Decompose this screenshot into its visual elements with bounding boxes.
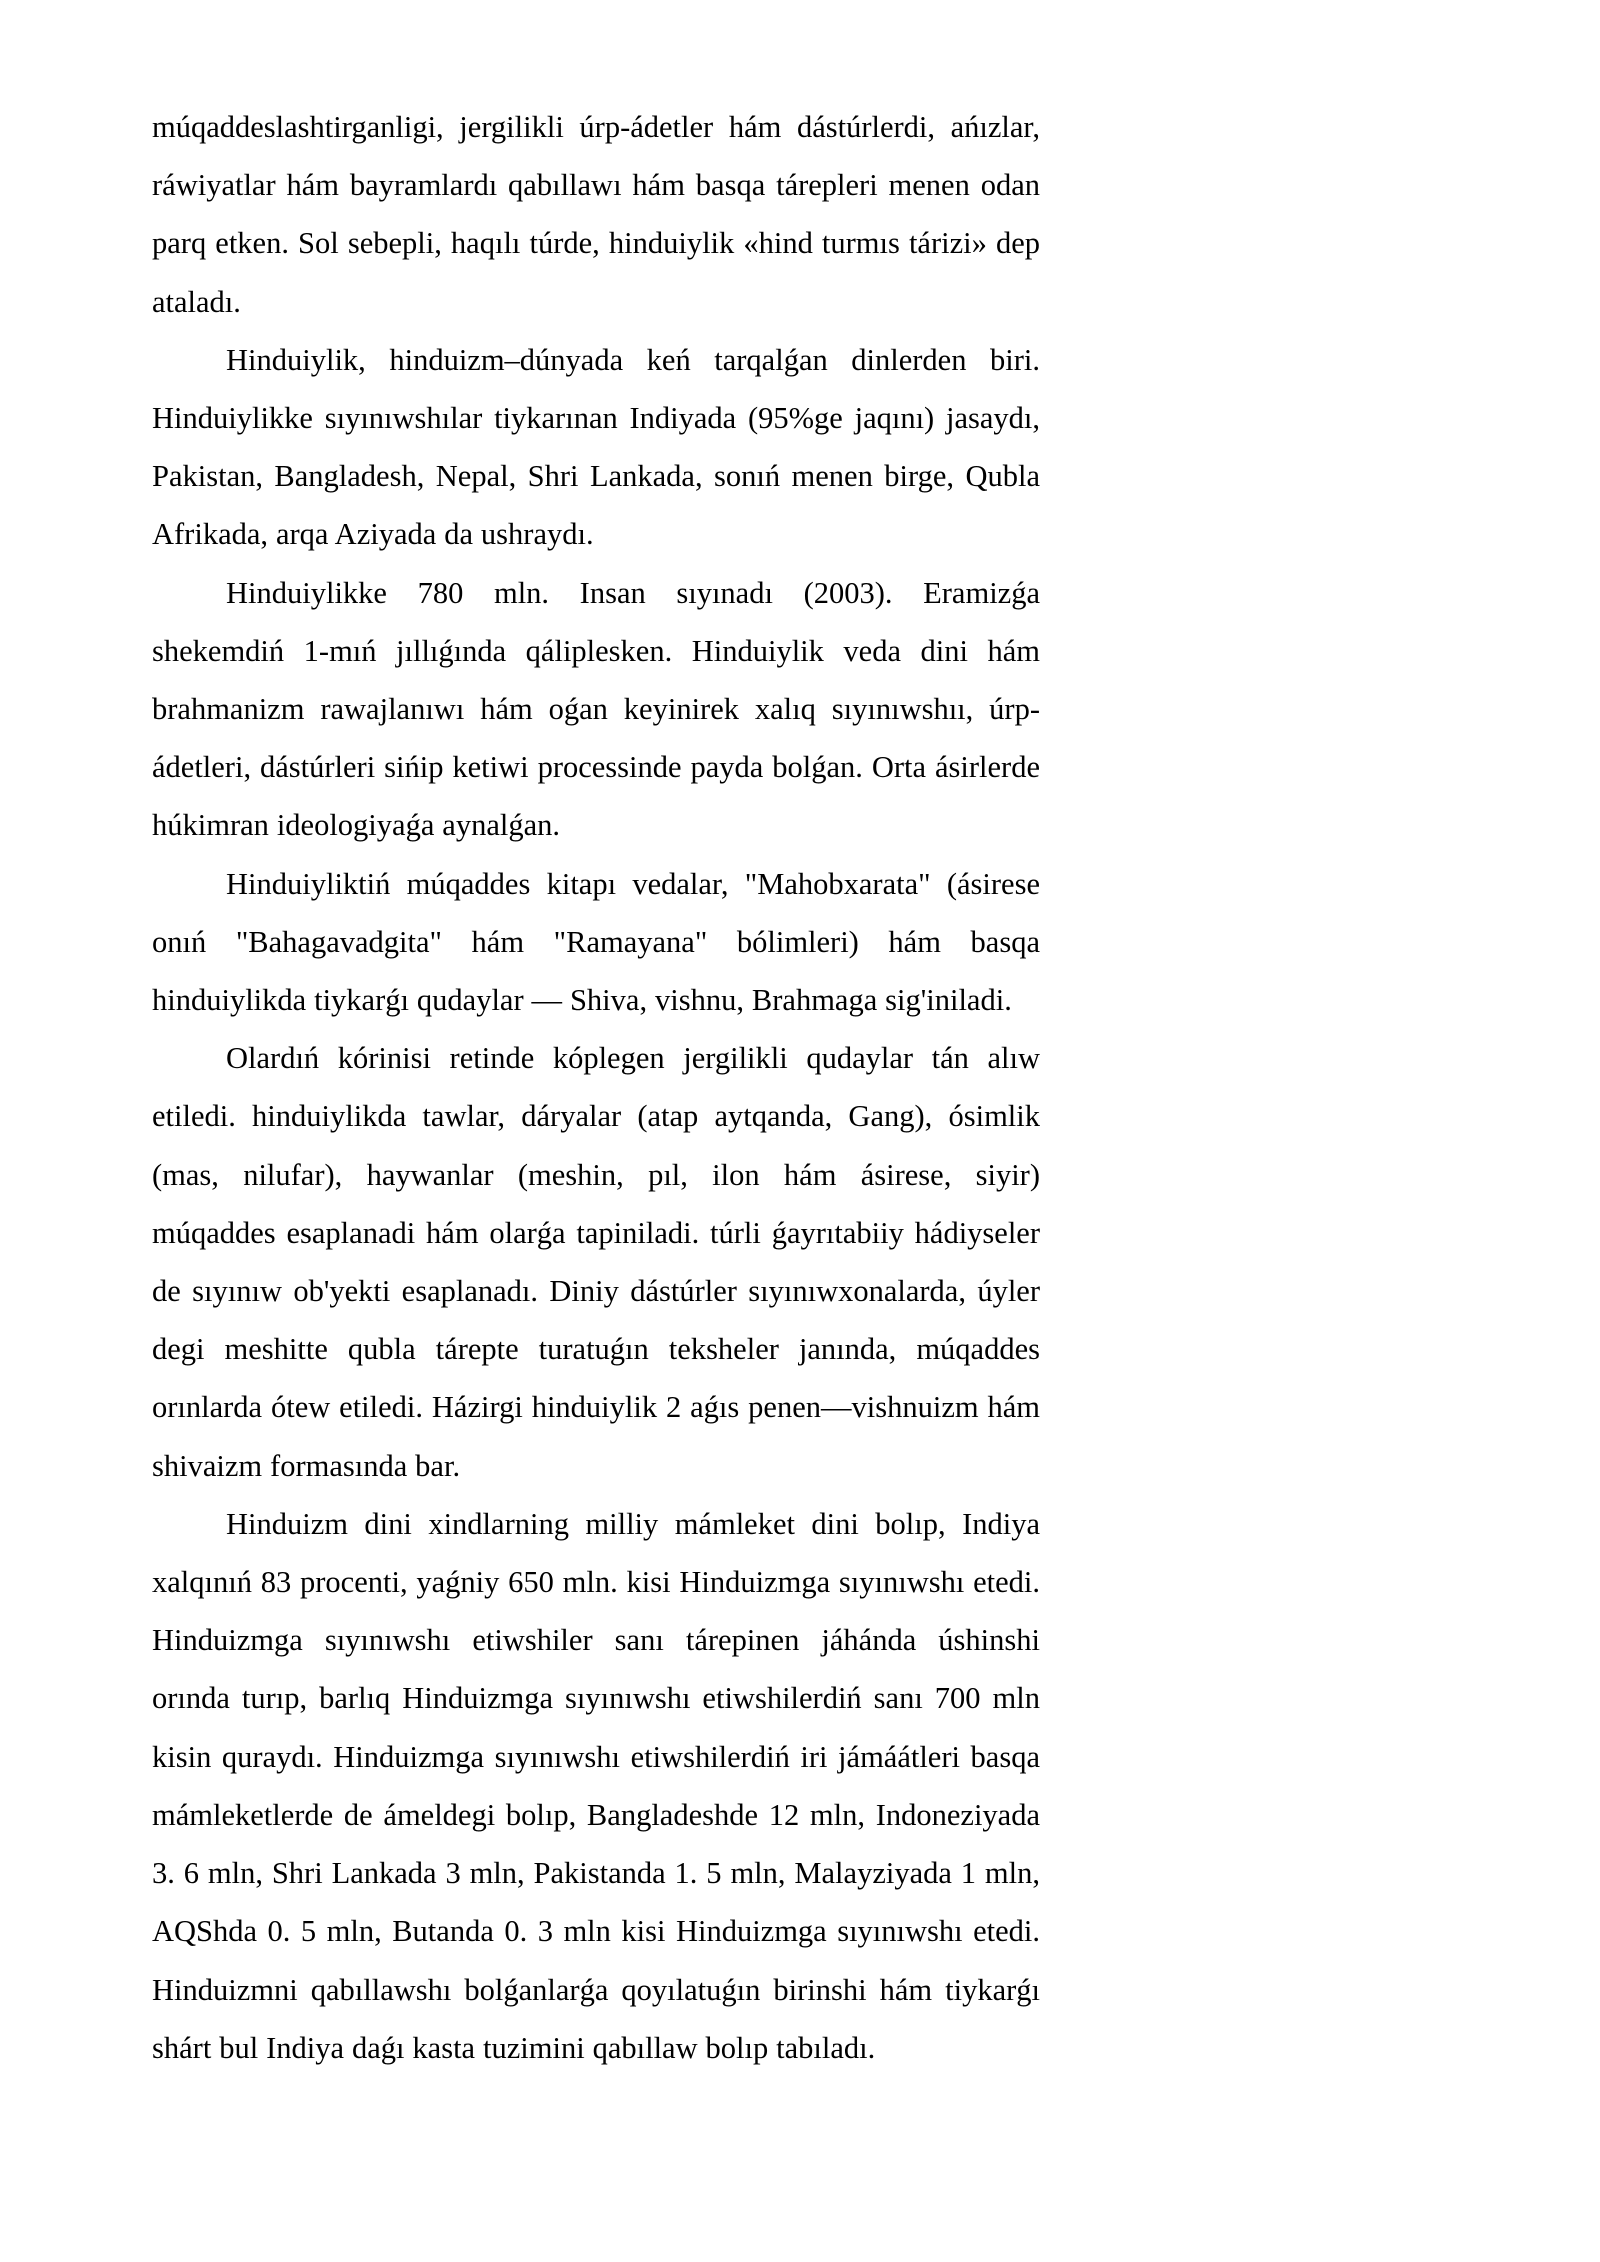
paragraph-1: múqaddeslashtirganligi, jergilikli úrp-ádetler hám dástúrlerdi, ańızlar, ráwiyatlar hám bayramlardı qabıllawı hám basqa tárepleri menen odan parq etken. Sol sebepli, haqılı túrde, hinduiylik «hind turmıs tárizi» dep ataladı. (152, 110, 1040, 319)
paragraph-3: Hinduiylikke 780 mln. Insan sıyınadı (2003). Eramizǵa shekemdiń 1-mıń jıllıǵında qáliplesken. Hinduiylik veda dini hám brahmanizm rawajlanıwı hám oǵan keyinirek xalıq sıyınıwshıı, úrp-ádetleri, dástúrleri sińip ketiwi processinde payda bolǵan. Orta ásirlerde húkimran ideologiyaǵa aynalǵan. (152, 575, 1040, 843)
paragraph-2: Hinduiylik, hinduizm–dúnyada keń tarqalǵan dinlerden biri. Hinduiylikke sıyınıwshılar tiykarınan Indiyada (95%ge jaqını) jasaydı, Pakistan, Bangladesh, Nepal, Shri Lankada, sonıń menen birge, Qubla Afrikada, arqa Aziyada da ushraydı. (152, 342, 1040, 552)
paragraph-6: Hinduizm dini xindlarning milliy mámleket dini bolıp, Indiya xalqınıń 83 procenti, yaǵniy 650 mln. kisi Hinduizmga sıyınıwshı etedi. Hinduizmga sıyınıwshı etiwshiler sanı tárepinen jáhánda úshinshi orında turıp, barlıq Hinduizmga sıyınıwshı etiwshilerdiń sanı 700 mln kisin quraydı. Hinduizmga sıyınıwshı etiwshilerdiń iri jámáátleri basqa mámleketlerde de ámeldegi bolıp, Bangladeshde 12 mln, Indoneziyada 3. 6 mln, Shri Lankada 3 mln, Pakistanda 1. 5 mln, Malayziyada 1 mln, AQShda 0. 5 mln, Butanda 0. 3 mln kisi Hinduizmga sıyınıwshı etedi. Hinduizmni qabıllawshı bolǵanlarǵa qoyılatuǵın birinshi hám tiykarǵı shárt bul Indiya daǵı kasta tuzimini qabıllaw bolıp tabıladı. (152, 1506, 1040, 2065)
paragraph-4: Hinduiyliktiń múqaddes kitapı vedalar, "Mahobxarata" (ásirese onıń "Bahagavadgita" hám "Ramayana" bólimleri) hám basqa hinduiylikda tiykarǵı qudaylar — Shiva, vishnu, Brahmaga sig'iniladi. (152, 866, 1040, 1018)
document-body (152, 98, 1040, 2077)
paragraph-5: Olardıń kórinisi retinde kóplegen jergilikli qudaylar tán alıw etiledi. hinduiylikda tawlar, dáryalar (atap aytqanda, Gang), ósimlik (mas, nilufar), haywanlar (meshin, pıl, ilon hám ásirese, siyir) múqaddes esaplanadi hám olarǵa tapiniladi. túrli ǵayrıtabiiy hádiyseler de sıyınıw ob'yekti esaplanadı. Diniy dástúrler sıyınıwxonalarda, úyler degi meshitte qubla tárepte turatuǵın teksheler janında, múqaddes orınlarda ótew etiledi. Házirgi hinduiylik 2 aǵıs penen—vishnuizm hám shivaizm formasında bar. (152, 1041, 1040, 1483)
